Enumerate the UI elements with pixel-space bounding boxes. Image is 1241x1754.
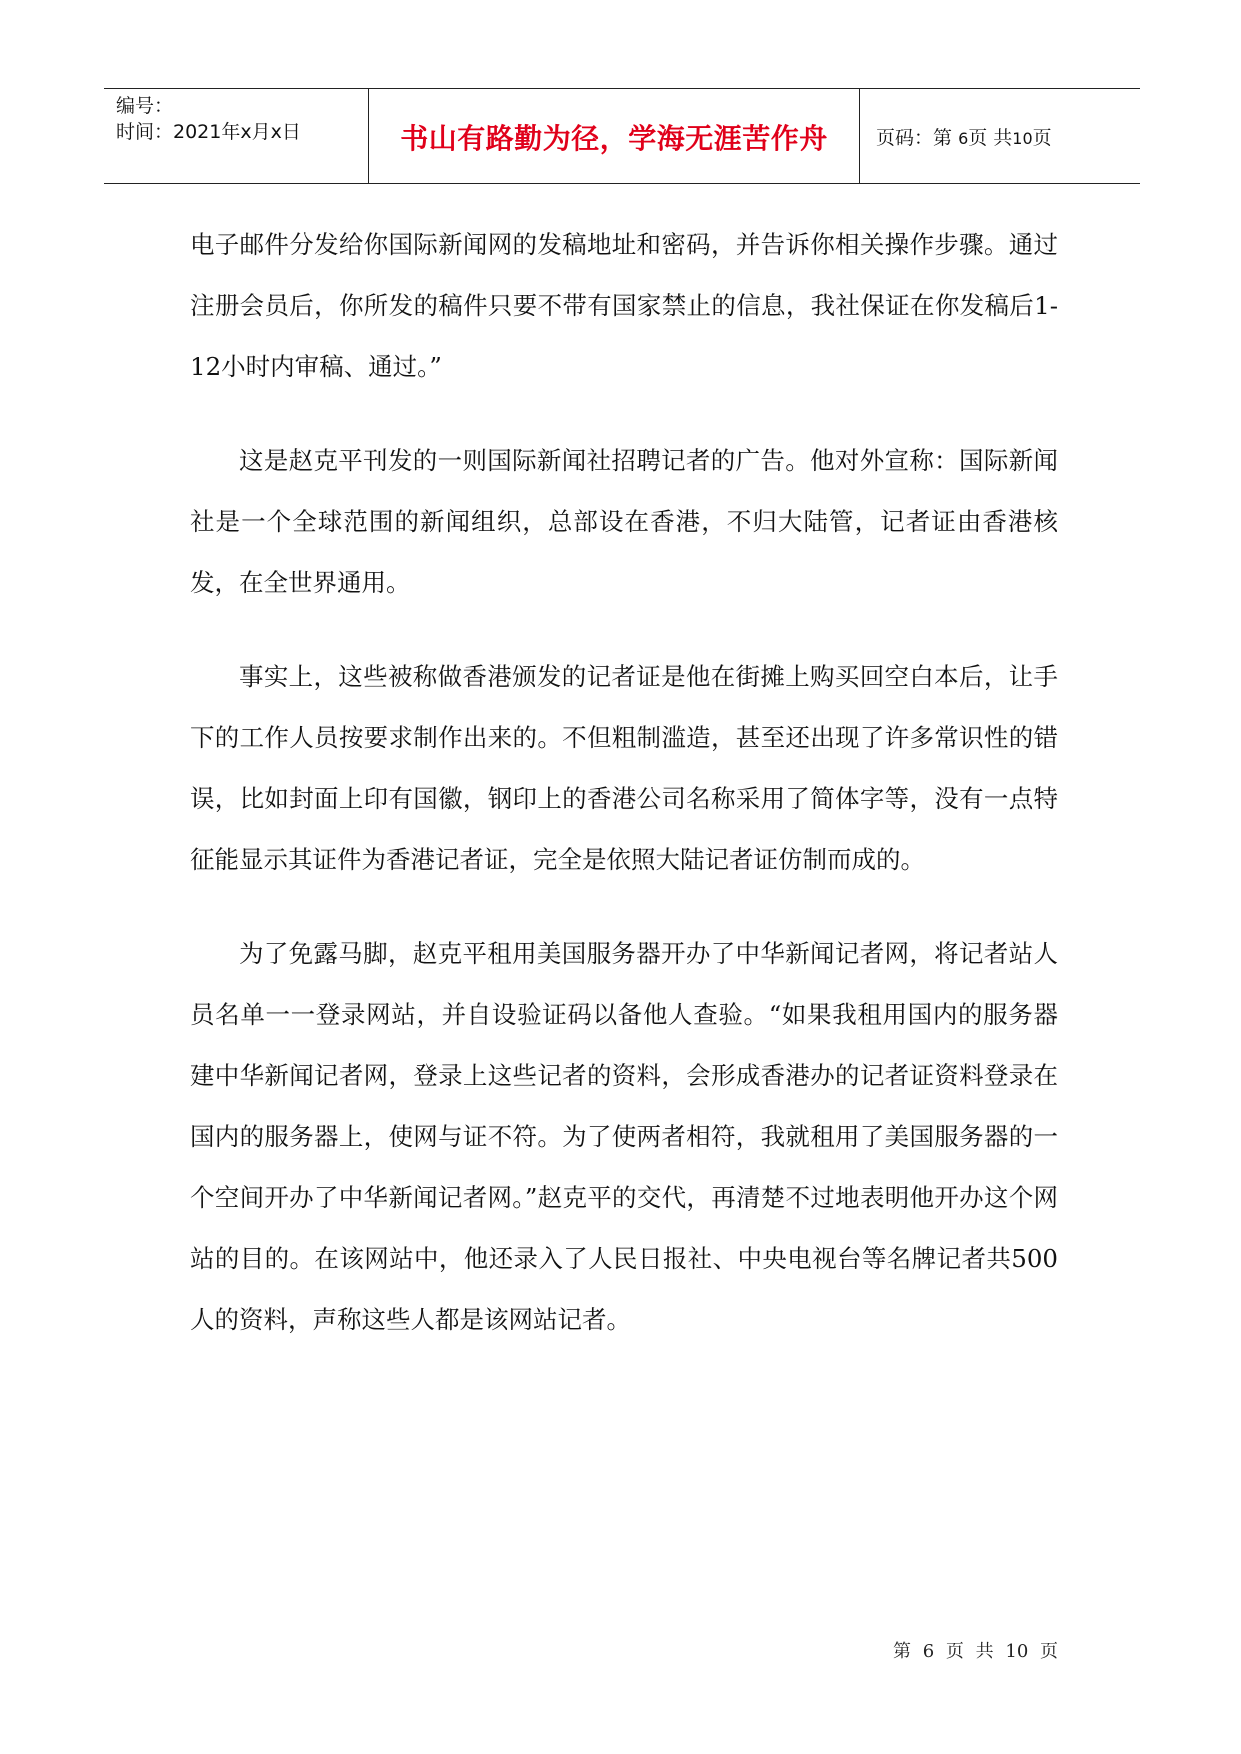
serial-number-label: 编号： — [116, 95, 174, 117]
page-header — [104, 88, 1140, 184]
header-page-cell — [860, 89, 1140, 183]
paragraph: 这是赵克平刊发的一则国际新闻社招聘记者的广告。他对外宣称：国际新闻社是一个全球范围的新闻组织，总部设在香港，不归大陆管，记者证由香港核发，在全世界通用。 — [190, 446, 1058, 597]
document-body — [190, 214, 1058, 1350]
header-motto-cell — [369, 89, 860, 183]
date-label: 时间：2021年x月x日 — [116, 121, 301, 143]
header-meta-cell — [104, 89, 369, 183]
page-code — [876, 123, 1052, 150]
page-code-prefix: 页码：第 — [876, 127, 953, 149]
page-footer: 第 6 页 共 10 页 — [893, 1641, 1058, 1662]
paragraph-continued: 电子邮件分发给你国际新闻网的发稿地址和密码，并告诉你相关操作步骤。通过注册会员后，你所发的稿件只要不带有国家禁止的信息，我社保证在你发稿后1-12小时内审稿、通过。” — [190, 230, 1058, 381]
page-code-suffix: 页 — [1032, 127, 1052, 149]
page-code-mid: 页 共 — [968, 127, 1013, 149]
paragraph: 事实上，这些被称做香港颁发的记者证是他在街摊上购买回空白本后，让手下的工作人员按要求制作出来的。不但粗制滥造，甚至还出现了许多常识性的错误，比如封面上印有国徽，钢印上的香港公司名称采用了简体字等，没有一点特征能显示其证件为香港记者证，完全是依照大陆记者证仿制而成的。 — [190, 662, 1058, 874]
page-code-total: 10 — [1012, 129, 1033, 148]
page-code-current: 6 — [958, 129, 969, 148]
motto-text: 书山有路勤为径，学海无涯苦作舟 — [400, 122, 828, 155]
paragraph: 为了免露马脚，赵克平租用美国服务器开办了中华新闻记者网，将记者站人员名单一一登录网站，并自设验证码以备他人查验。“如果我租用国内的服务器建中华新闻记者网，登录上这些记者的资料，会形成香港办的记者证资料登录在国内的服务器上，使网与证不符。为了使两者相符，我就租用了美国服务器的一个空间开办了中华新闻记者网。”赵克平的交代，再清楚不过地表明他开办这个网站的目的。在该网站中，他还录入了人民日报社、中央电视台等名牌记者共500人的资料，声称这些人都是该网站记者。 — [190, 939, 1058, 1334]
